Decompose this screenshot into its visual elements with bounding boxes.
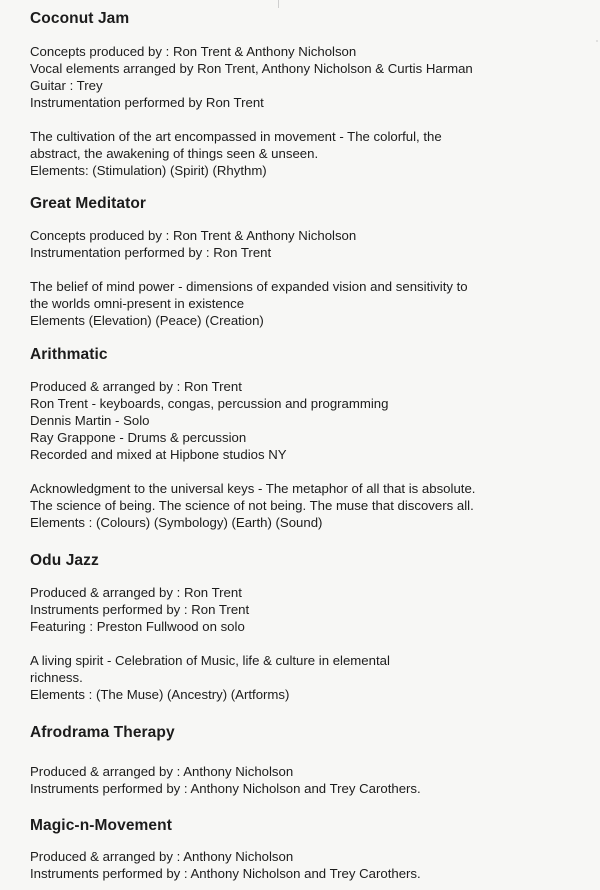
credit-line: Instruments performed by : Anthony Nicholson and Trey Carothers.: [30, 866, 421, 881]
description-line: Elements: (Stimulation) (Spirit) (Rhythm): [30, 163, 267, 178]
description-line: Elements (Elevation) (Peace) (Creation): [30, 313, 264, 328]
track-arithmatic: [30, 346, 590, 531]
track-title: Arithmatic: [30, 346, 108, 363]
description-line: The science of being. The science of not being. The muse that discovers all.: [30, 498, 474, 513]
description-line: the worlds omni-present in existence: [30, 296, 245, 311]
paper-mark: [278, 0, 279, 8]
description-line: The cultivation of the art encompassed in movement - The colorful, the: [30, 129, 442, 144]
description-line: abstract, the awakening of things seen & unseen.: [30, 146, 319, 161]
credit-line: Instruments performed by : Anthony Nicholson and Trey Carothers.: [30, 781, 421, 796]
track-coconut-jam: [30, 8, 590, 179]
credit-line: Instrumentation performed by Ron Trent: [30, 95, 264, 110]
credit-line: Ron Trent - keyboards, congas, percussion and programming: [30, 396, 389, 411]
track-title: Magic-n-Movement: [30, 817, 172, 834]
credit-line: Produced & arranged by : Ron Trent: [30, 379, 242, 394]
credit-line: Featuring : Preston Fullwood on solo: [30, 619, 245, 634]
track-title: Afrodrama Therapy: [30, 724, 175, 741]
track-title: Coconut Jam: [30, 10, 130, 27]
credit-line: Ray Grappone - Drums & percussion: [30, 430, 247, 445]
credit-line: Produced & arranged by : Anthony Nicholson: [30, 764, 294, 779]
liner-notes-page: [30, 8, 590, 882]
credit-line: Recorded and mixed at Hipbone studios NY: [30, 447, 287, 462]
description-line: The belief of mind power - dimensions of expanded vision and sensitivity to: [30, 279, 468, 294]
credit-line: Concepts produced by : Ron Trent & Anthony Nicholson: [30, 228, 357, 243]
credit-line: Dennis Martin - Solo: [30, 413, 150, 428]
paper-speck: [596, 40, 598, 42]
description-line: Elements : (The Muse) (Ancestry) (Artforms): [30, 687, 290, 702]
track-odu-jazz: [30, 552, 590, 703]
track-great-meditator: [30, 195, 590, 329]
credit-line: Vocal elements arranged by Ron Trent, Anthony Nicholson & Curtis Harman: [30, 61, 473, 76]
description-line: Elements : (Colours) (Symbology) (Earth) (Sound): [30, 515, 323, 530]
description-line: Acknowledgment to the universal keys - The metaphor of all that is absolute.: [30, 481, 476, 496]
credit-line: Instrumentation performed by : Ron Trent: [30, 245, 272, 260]
credit-line: Guitar : Trey: [30, 78, 103, 93]
track-title: Odu Jazz: [30, 552, 99, 569]
track-magic-n-movement: [30, 817, 590, 882]
credit-line: Concepts produced by : Ron Trent & Anthony Nicholson: [30, 44, 357, 59]
description-line: richness.: [30, 670, 83, 685]
track-afrodrama-therapy: [30, 724, 590, 797]
description-line: A living spirit - Celebration of Music, life & culture in elemental: [30, 653, 390, 668]
credit-line: Produced & arranged by : Ron Trent: [30, 585, 242, 600]
credit-line: Instruments performed by : Ron Trent: [30, 602, 250, 617]
credit-line: Produced & arranged by : Anthony Nicholson: [30, 849, 294, 864]
track-title: Great Meditator: [30, 195, 147, 212]
